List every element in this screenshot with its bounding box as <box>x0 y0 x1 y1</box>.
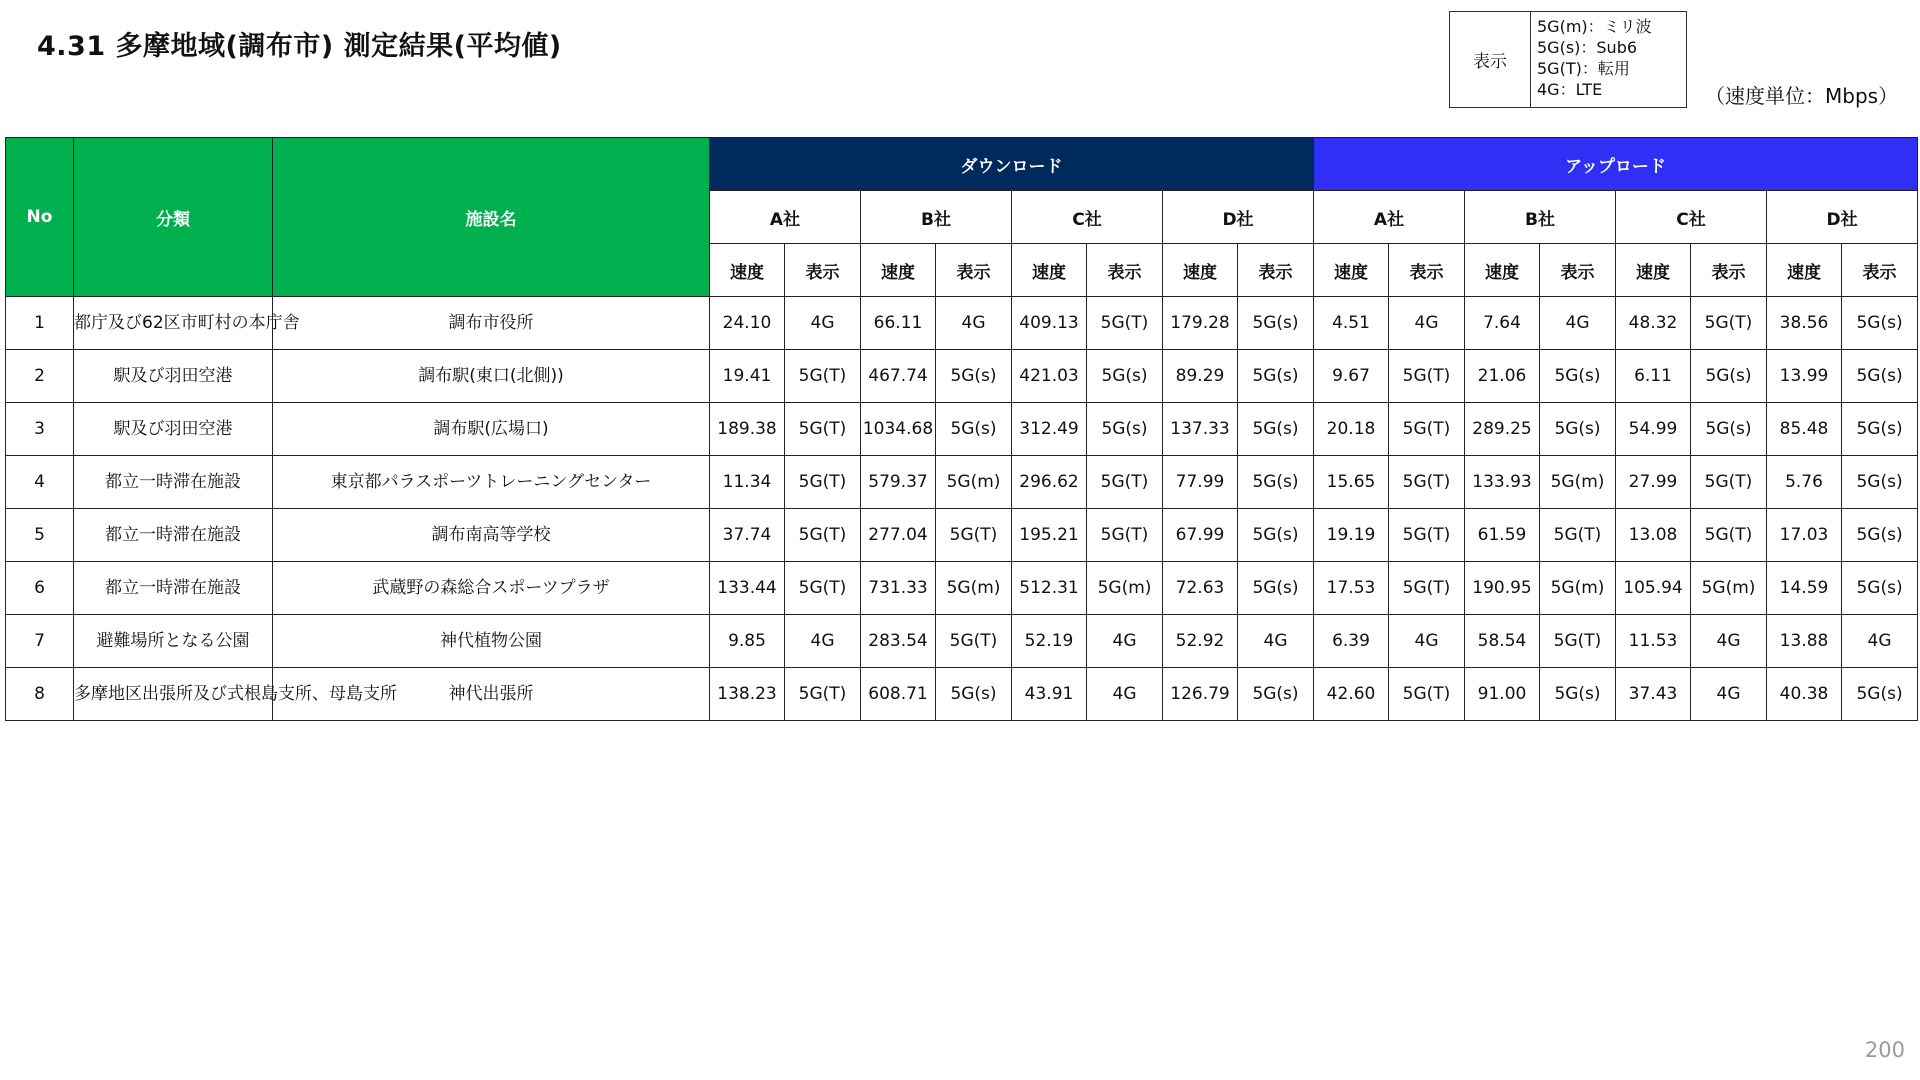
cell-no: 6 <box>6 562 74 615</box>
cell-speed: 15.65 <box>1314 456 1389 509</box>
header-display: 表示 <box>1691 244 1767 297</box>
cell-display: 5G(s) <box>1540 350 1616 403</box>
cell-display: 5G(s) <box>1238 509 1314 562</box>
cell-speed: 105.94 <box>1616 562 1691 615</box>
cell-speed: 11.34 <box>710 456 785 509</box>
cell-facility: 東京都パラスポーツトレーニングセンター <box>273 456 710 509</box>
cell-speed: 52.19 <box>1012 615 1087 668</box>
cell-display: 4G <box>1238 615 1314 668</box>
header-display: 表示 <box>1389 244 1465 297</box>
cell-display: 5G(T) <box>1389 350 1465 403</box>
cell-display: 5G(m) <box>1691 562 1767 615</box>
header-company-a-download: A社 <box>710 191 861 244</box>
cell-display: 5G(s) <box>1087 350 1163 403</box>
results-table <box>5 137 1918 721</box>
cell-speed: 24.10 <box>710 297 785 350</box>
cell-display: 5G(m) <box>936 456 1012 509</box>
cell-speed: 21.06 <box>1465 350 1540 403</box>
cell-speed: 37.43 <box>1616 668 1691 721</box>
cell-speed: 138.23 <box>710 668 785 721</box>
cell-speed: 9.67 <box>1314 350 1389 403</box>
header-no: No <box>6 138 74 297</box>
cell-no: 5 <box>6 509 74 562</box>
header-speed: 速度 <box>1767 244 1842 297</box>
cell-speed: 61.59 <box>1465 509 1540 562</box>
cell-display: 5G(T) <box>1389 403 1465 456</box>
cell-speed: 6.11 <box>1616 350 1691 403</box>
cell-speed: 467.74 <box>861 350 936 403</box>
cell-speed: 190.95 <box>1465 562 1540 615</box>
cell-speed: 13.88 <box>1767 615 1842 668</box>
cell-display: 5G(m) <box>936 562 1012 615</box>
cell-display: 5G(s) <box>1842 509 1918 562</box>
header-speed: 速度 <box>861 244 936 297</box>
cell-display: 5G(T) <box>936 509 1012 562</box>
header-company-a-upload: A社 <box>1314 191 1465 244</box>
cell-display: 5G(T) <box>785 456 861 509</box>
cell-facility: 調布駅(東口(北側)) <box>273 350 710 403</box>
table-row <box>6 403 1918 456</box>
cell-display: 5G(T) <box>1087 297 1163 350</box>
cell-display: 4G <box>1691 668 1767 721</box>
header-company-c-download: C社 <box>1012 191 1163 244</box>
cell-speed: 133.93 <box>1465 456 1540 509</box>
cell-display: 5G(s) <box>1691 403 1767 456</box>
cell-display: 5G(s) <box>1540 668 1616 721</box>
legend-head: 表示 <box>1450 12 1531 107</box>
cell-display: 4G <box>1087 668 1163 721</box>
cell-display: 5G(s) <box>1238 668 1314 721</box>
cell-display: 5G(T) <box>936 615 1012 668</box>
cell-display: 5G(s) <box>1238 456 1314 509</box>
cell-speed: 19.19 <box>1314 509 1389 562</box>
cell-display: 5G(s) <box>1540 403 1616 456</box>
cell-speed: 48.32 <box>1616 297 1691 350</box>
cell-speed: 5.76 <box>1767 456 1842 509</box>
header-speed: 速度 <box>710 244 785 297</box>
cell-display: 4G <box>785 615 861 668</box>
cell-display: 5G(m) <box>1540 562 1616 615</box>
header-category: 分類 <box>74 138 273 297</box>
legend-items <box>1531 12 1658 107</box>
cell-speed: 13.08 <box>1616 509 1691 562</box>
cell-display: 5G(T) <box>1389 509 1465 562</box>
cell-speed: 7.64 <box>1465 297 1540 350</box>
cell-category: 駅及び羽田空港 <box>74 350 273 403</box>
cell-display: 5G(T) <box>1087 456 1163 509</box>
header-speed: 速度 <box>1012 244 1087 297</box>
header-company-b-upload: B社 <box>1465 191 1616 244</box>
cell-display: 5G(T) <box>785 403 861 456</box>
cell-speed: 54.99 <box>1616 403 1691 456</box>
cell-speed: 283.54 <box>861 615 936 668</box>
speed-unit-note: （速度単位：Mbps） <box>1705 84 1899 108</box>
cell-display: 5G(s) <box>1842 562 1918 615</box>
cell-display: 5G(T) <box>1389 562 1465 615</box>
cell-display: 5G(s) <box>1842 297 1918 350</box>
cell-no: 4 <box>6 456 74 509</box>
cell-facility: 神代出張所 <box>273 668 710 721</box>
cell-display: 5G(T) <box>785 668 861 721</box>
cell-category: 駅及び羽田空港 <box>74 403 273 456</box>
cell-no: 3 <box>6 403 74 456</box>
header-company-d-upload: D社 <box>1767 191 1918 244</box>
cell-speed: 126.79 <box>1163 668 1238 721</box>
page-number: 200 <box>1864 1038 1905 1062</box>
table-row <box>6 509 1918 562</box>
header-company-d-download: D社 <box>1163 191 1314 244</box>
cell-display: 5G(s) <box>1238 350 1314 403</box>
cell-display: 5G(T) <box>1691 297 1767 350</box>
cell-facility: 調布市役所 <box>273 297 710 350</box>
cell-display: 4G <box>785 297 861 350</box>
cell-no: 2 <box>6 350 74 403</box>
cell-display: 5G(s) <box>1842 456 1918 509</box>
table-row <box>6 297 1918 350</box>
cell-speed: 13.99 <box>1767 350 1842 403</box>
header-display: 表示 <box>1238 244 1314 297</box>
header-display: 表示 <box>1087 244 1163 297</box>
cell-facility: 武蔵野の森総合スポーツプラザ <box>273 562 710 615</box>
cell-speed: 421.03 <box>1012 350 1087 403</box>
cell-display: 5G(T) <box>785 509 861 562</box>
legend-item: 5G(T)：転用 <box>1537 59 1630 78</box>
page-title: 4.31 多摩地域(調布市) 測定結果(平均値) <box>37 31 562 62</box>
legend-item: 5G(m)：ミリ波 <box>1537 17 1652 36</box>
cell-display: 5G(s) <box>1842 350 1918 403</box>
cell-speed: 58.54 <box>1465 615 1540 668</box>
cell-display: 5G(T) <box>1540 615 1616 668</box>
cell-no: 7 <box>6 615 74 668</box>
cell-display: 4G <box>1691 615 1767 668</box>
header-display: 表示 <box>936 244 1012 297</box>
header-display: 表示 <box>1842 244 1918 297</box>
header-speed: 速度 <box>1465 244 1540 297</box>
cell-speed: 42.60 <box>1314 668 1389 721</box>
cell-display: 5G(T) <box>785 350 861 403</box>
cell-speed: 133.44 <box>710 562 785 615</box>
cell-facility: 調布南高等学校 <box>273 509 710 562</box>
cell-display: 5G(s) <box>1238 562 1314 615</box>
cell-category: 都庁及び62区市町村の本庁舎 <box>74 297 273 350</box>
cell-speed: 6.39 <box>1314 615 1389 668</box>
cell-display: 5G(T) <box>1691 456 1767 509</box>
cell-speed: 52.92 <box>1163 615 1238 668</box>
cell-speed: 9.85 <box>710 615 785 668</box>
cell-category: 多摩地区出張所及び式根島支所、母島支所 <box>74 668 273 721</box>
cell-facility: 神代植物公園 <box>273 615 710 668</box>
cell-speed: 608.71 <box>861 668 936 721</box>
cell-speed: 85.48 <box>1767 403 1842 456</box>
cell-display: 5G(s) <box>1087 403 1163 456</box>
cell-display: 4G <box>1087 615 1163 668</box>
display-legend <box>1449 11 1687 108</box>
cell-speed: 277.04 <box>861 509 936 562</box>
cell-speed: 731.33 <box>861 562 936 615</box>
cell-no: 8 <box>6 668 74 721</box>
table-row <box>6 615 1918 668</box>
header-speed: 速度 <box>1616 244 1691 297</box>
cell-display: 5G(T) <box>1389 668 1465 721</box>
header-speed: 速度 <box>1314 244 1389 297</box>
cell-category: 都立一時滞在施設 <box>74 562 273 615</box>
legend-item: 5G(s)：Sub6 <box>1537 38 1638 57</box>
cell-category: 都立一時滞在施設 <box>74 509 273 562</box>
header-display: 表示 <box>1540 244 1616 297</box>
header-facility: 施設名 <box>273 138 710 297</box>
cell-display: 5G(s) <box>1238 297 1314 350</box>
cell-speed: 66.11 <box>861 297 936 350</box>
header-download: ダウンロード <box>710 138 1314 191</box>
cell-speed: 4.51 <box>1314 297 1389 350</box>
header-upload: アップロード <box>1314 138 1918 191</box>
cell-display: 4G <box>1389 615 1465 668</box>
cell-speed: 67.99 <box>1163 509 1238 562</box>
table-row <box>6 562 1918 615</box>
cell-speed: 37.74 <box>710 509 785 562</box>
cell-speed: 89.29 <box>1163 350 1238 403</box>
cell-speed: 1034.68 <box>861 403 936 456</box>
cell-speed: 409.13 <box>1012 297 1087 350</box>
table-body <box>6 297 1918 721</box>
cell-speed: 40.38 <box>1767 668 1842 721</box>
cell-speed: 91.00 <box>1465 668 1540 721</box>
cell-display: 5G(s) <box>1238 403 1314 456</box>
cell-display: 5G(T) <box>1540 509 1616 562</box>
cell-display: 5G(T) <box>785 562 861 615</box>
table-row <box>6 350 1918 403</box>
header-speed: 速度 <box>1163 244 1238 297</box>
cell-display: 5G(T) <box>1087 509 1163 562</box>
cell-display: 4G <box>1389 297 1465 350</box>
cell-speed: 43.91 <box>1012 668 1087 721</box>
cell-display: 5G(T) <box>1389 456 1465 509</box>
cell-category: 避難場所となる公園 <box>74 615 273 668</box>
table-row <box>6 668 1918 721</box>
cell-display: 4G <box>1540 297 1616 350</box>
cell-speed: 512.31 <box>1012 562 1087 615</box>
header-company-b-download: B社 <box>861 191 1012 244</box>
cell-facility: 調布駅(広場口) <box>273 403 710 456</box>
cell-speed: 189.38 <box>710 403 785 456</box>
header-company-c-upload: C社 <box>1616 191 1767 244</box>
cell-display: 5G(s) <box>1842 403 1918 456</box>
legend-item: 4G：LTE <box>1537 80 1603 99</box>
cell-speed: 17.03 <box>1767 509 1842 562</box>
cell-speed: 19.41 <box>710 350 785 403</box>
cell-speed: 38.56 <box>1767 297 1842 350</box>
cell-display: 5G(s) <box>936 668 1012 721</box>
cell-display: 5G(s) <box>1842 668 1918 721</box>
cell-speed: 312.49 <box>1012 403 1087 456</box>
cell-speed: 11.53 <box>1616 615 1691 668</box>
cell-display: 5G(s) <box>1691 350 1767 403</box>
cell-category: 都立一時滞在施設 <box>74 456 273 509</box>
cell-speed: 579.37 <box>861 456 936 509</box>
cell-speed: 77.99 <box>1163 456 1238 509</box>
cell-display: 4G <box>936 297 1012 350</box>
cell-speed: 27.99 <box>1616 456 1691 509</box>
cell-speed: 195.21 <box>1012 509 1087 562</box>
cell-no: 1 <box>6 297 74 350</box>
table-row <box>6 456 1918 509</box>
cell-speed: 179.28 <box>1163 297 1238 350</box>
cell-display: 5G(m) <box>1540 456 1616 509</box>
cell-speed: 137.33 <box>1163 403 1238 456</box>
cell-speed: 17.53 <box>1314 562 1389 615</box>
cell-display: 5G(s) <box>936 403 1012 456</box>
cell-display: 5G(T) <box>1691 509 1767 562</box>
cell-speed: 72.63 <box>1163 562 1238 615</box>
cell-speed: 14.59 <box>1767 562 1842 615</box>
cell-speed: 20.18 <box>1314 403 1389 456</box>
cell-display: 5G(s) <box>936 350 1012 403</box>
cell-display: 5G(m) <box>1087 562 1163 615</box>
cell-speed: 296.62 <box>1012 456 1087 509</box>
cell-display: 4G <box>1842 615 1918 668</box>
cell-speed: 289.25 <box>1465 403 1540 456</box>
header-display: 表示 <box>785 244 861 297</box>
